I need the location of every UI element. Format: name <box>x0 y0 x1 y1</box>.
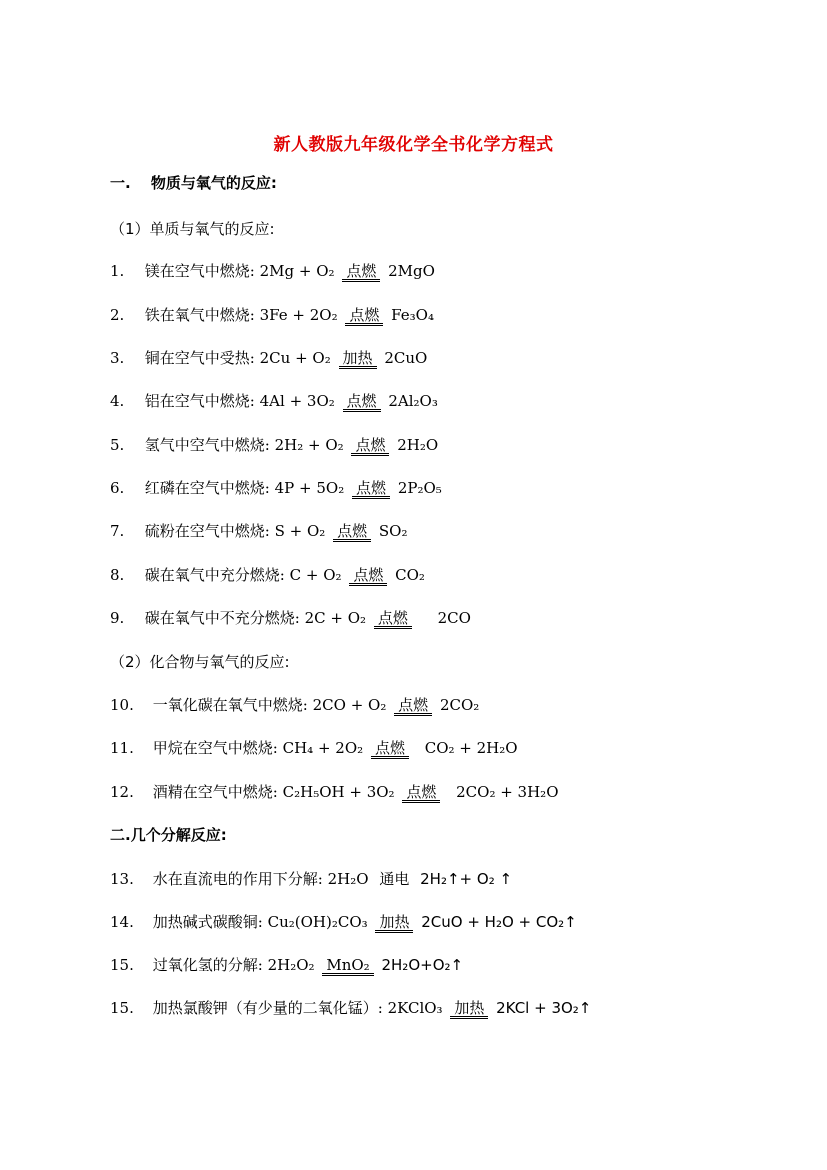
reaction-description: 氢气中空气中燃烧: <box>144 436 270 454</box>
reaction-description: 红磷在空气中燃烧: <box>144 479 270 497</box>
reaction-condition: 点燃 <box>345 307 383 326</box>
reaction-description: 镁在空气中燃烧: <box>144 262 255 280</box>
reaction-condition: 点燃 <box>333 523 371 542</box>
reaction-condition: 点燃 <box>374 610 412 629</box>
reaction-line <box>110 305 434 326</box>
reaction-line <box>110 608 471 629</box>
reaction-reactants: 2H₂O <box>327 870 369 888</box>
reaction-description: 铜在空气中受热: <box>144 349 255 367</box>
reaction-line <box>110 912 577 933</box>
reaction-condition: 点燃 <box>371 740 409 759</box>
reaction-reactants: S + O₂ <box>274 522 326 540</box>
document-title: 新人教版九年级化学全书化学方程式 <box>273 135 554 155</box>
reaction-line <box>110 998 591 1019</box>
reaction-description: 过氧化氢的分解: <box>152 956 263 974</box>
reaction-line <box>110 391 438 412</box>
reaction-products: Fe₃O₄ <box>391 306 434 324</box>
reaction-number: 10. <box>110 696 134 714</box>
reaction-line <box>110 521 408 542</box>
reaction-products: 2KCl + 3O₂↑ <box>496 999 592 1017</box>
subsection-1-heading: （1）单质与氧气的反应: <box>110 220 275 238</box>
reaction-description: 铁在氧气中燃烧: <box>144 306 255 324</box>
reaction-products: 2H₂O+O₂↑ <box>381 956 464 974</box>
reaction-reactants: 4P + 5O₂ <box>274 479 345 497</box>
reaction-description: 硫粉在空气中燃烧: <box>144 522 270 540</box>
reaction-reactants: 2Cu + O₂ <box>259 349 331 367</box>
reaction-products: 2CuO + H₂O + CO₂↑ <box>421 913 577 931</box>
reaction-number: 12. <box>110 783 134 801</box>
reaction-number: 6. <box>110 479 125 497</box>
reaction-reactants: 2H₂ + O₂ <box>274 436 344 454</box>
reaction-line <box>110 435 438 456</box>
reaction-reactants: Cu₂(OH)₂CO₃ <box>267 913 368 931</box>
reaction-number: 3. <box>110 349 125 367</box>
reaction-products: 2CO₂ <box>439 696 480 714</box>
reaction-number: 11. <box>110 739 134 757</box>
reaction-reactants: 2H₂O₂ <box>267 956 315 974</box>
reaction-reactants: 2CO + O₂ <box>312 696 387 714</box>
reaction-products: 2CuO <box>384 349 428 367</box>
reaction-products: 2H₂↑+ O₂ ↑ <box>420 870 513 888</box>
reaction-line <box>110 348 427 369</box>
reaction-products: 2CO₂ + 3H₂O <box>456 783 559 801</box>
reaction-products: CO₂ <box>395 566 425 584</box>
reaction-line <box>110 782 559 803</box>
reaction-number: 2. <box>110 306 125 324</box>
reaction-condition: 点燃 <box>349 567 387 586</box>
reaction-line <box>110 955 463 976</box>
reaction-number: 15. <box>110 999 134 1017</box>
reaction-number: 8. <box>110 566 125 584</box>
reaction-description: 酒精在空气中燃烧: <box>152 783 278 801</box>
reaction-condition: MnO₂ <box>322 957 373 976</box>
reaction-products: CO₂ + 2H₂O <box>424 739 518 757</box>
reaction-number: 7. <box>110 522 125 540</box>
reaction-number: 5. <box>110 436 125 454</box>
reaction-products: 2MgO <box>388 262 435 280</box>
reaction-products: SO₂ <box>378 522 408 540</box>
reaction-products: 2Al₂O₃ <box>388 392 438 410</box>
reaction-line <box>110 261 435 282</box>
reaction-products: 2H₂O <box>397 436 439 454</box>
reaction-reactants: 3Fe + 2O₂ <box>259 306 338 324</box>
reaction-line <box>110 738 518 759</box>
reaction-description: 加热碱式碳酸铜: <box>152 913 263 931</box>
reaction-condition: 通电 <box>379 870 410 888</box>
reaction-condition: 点燃 <box>394 697 432 716</box>
reaction-line <box>110 478 442 499</box>
reaction-condition: 点燃 <box>351 437 389 456</box>
reaction-reactants: C₂H₅OH + 3O₂ <box>282 783 395 801</box>
reaction-description: 一氧化碳在氧气中燃烧: <box>152 696 308 714</box>
reaction-number: 1. <box>110 262 125 280</box>
reaction-condition: 点燃 <box>352 480 390 499</box>
reaction-number: 13. <box>110 870 134 888</box>
reaction-description: 水在直流电的作用下分解: <box>152 870 323 888</box>
section-2-heading: 二.几个分解反应: <box>110 826 227 844</box>
reaction-condition: 点燃 <box>342 263 380 282</box>
reaction-reactants: 4Al + 3O₂ <box>259 392 335 410</box>
reaction-line <box>110 565 425 586</box>
reaction-reactants: 2C + O₂ <box>304 609 367 627</box>
reaction-condition: 加热 <box>339 350 377 369</box>
reaction-number: 4. <box>110 392 125 410</box>
reaction-products: 2CO <box>437 609 471 627</box>
reaction-products: 2P₂O₅ <box>397 479 442 497</box>
reaction-description: 碳在氧气中不充分燃烧: <box>144 609 300 627</box>
reaction-number: 15. <box>110 956 134 974</box>
reaction-number: 9. <box>110 609 125 627</box>
reaction-reactants: 2Mg + O₂ <box>259 262 335 280</box>
reaction-line <box>110 869 512 889</box>
reaction-condition: 加热 <box>375 914 413 933</box>
subsection-2-heading: （2）化合物与氧气的反应: <box>110 653 290 671</box>
section-1-heading: 一. 物质与氧气的反应: <box>110 174 277 192</box>
reaction-description: 碳在氧气中充分燃烧: <box>144 566 285 584</box>
reaction-condition: 点燃 <box>402 784 440 803</box>
reaction-reactants: C + O₂ <box>289 566 342 584</box>
reaction-description: 铝在空气中燃烧: <box>144 392 255 410</box>
reaction-description: 加热氯酸钾（有少量的二氧化锰）: <box>152 999 383 1017</box>
reaction-number: 14. <box>110 913 134 931</box>
reaction-description: 甲烷在空气中燃烧: <box>152 739 278 757</box>
reaction-condition: 点燃 <box>343 393 381 412</box>
reaction-condition: 加热 <box>450 1000 488 1019</box>
reaction-reactants: CH₄ + 2O₂ <box>282 739 364 757</box>
reaction-line <box>110 695 479 716</box>
reaction-reactants: 2KClO₃ <box>387 999 443 1017</box>
